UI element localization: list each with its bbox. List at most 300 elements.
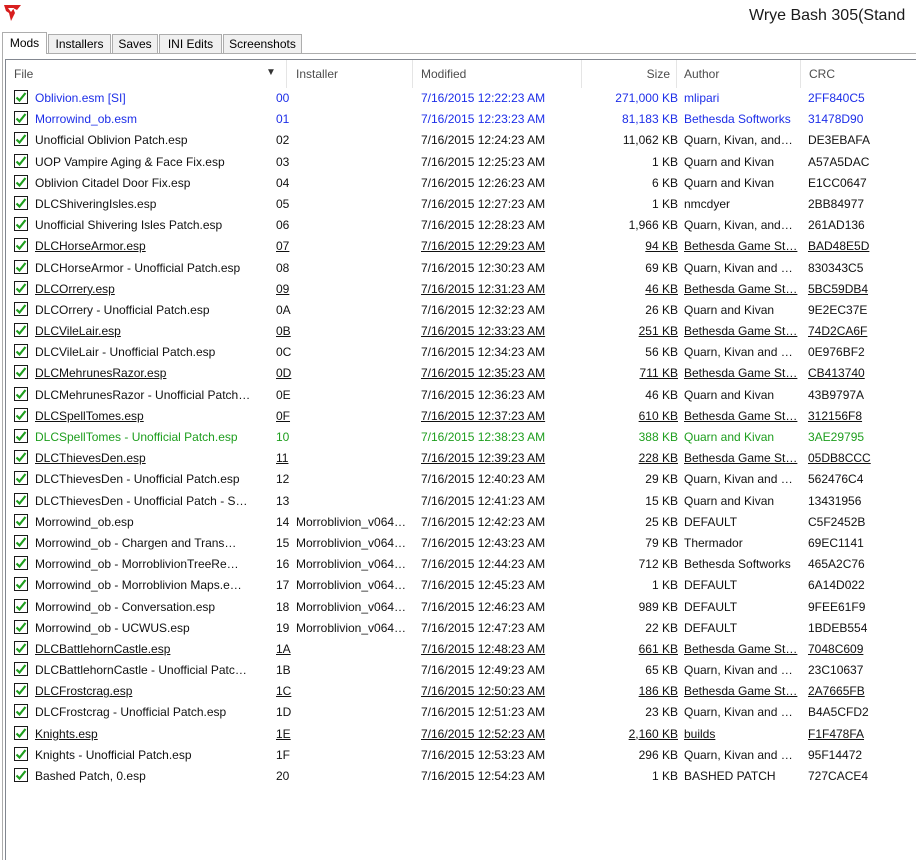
- load-order-index: 15: [276, 535, 290, 550]
- file-size: 25 KB: [645, 514, 678, 529]
- mod-file-name: Oblivion.esm [SI]: [35, 91, 126, 105]
- modified-date: 7/16/2015 12:30:23 AM: [421, 260, 546, 275]
- file-size: 79 KB: [645, 535, 678, 550]
- load-order-index: 0A: [276, 302, 291, 317]
- window-title: Wrye Bash 305(Stand: [749, 7, 906, 24]
- tab-screenshots[interactable]: Screenshots: [223, 34, 302, 53]
- file-size: 296 KB: [638, 747, 678, 762]
- table-row[interactable]: [6, 745, 916, 766]
- column-header-author[interactable]: Author: [677, 60, 801, 88]
- crc-value: C5F2452B: [808, 514, 866, 529]
- file-size: 6 KB: [651, 175, 678, 190]
- installer-name: [296, 236, 421, 257]
- checked-checkbox-icon[interactable]: [14, 726, 28, 740]
- table-row[interactable]: [6, 766, 916, 787]
- file-size: 65 KB: [645, 663, 678, 678]
- modified-date: 7/16/2015 12:54:23 AM: [421, 769, 546, 783]
- modified-date: 7/16/2015 12:43:23 AM: [421, 535, 546, 550]
- modified-date: 7/16/2015 12:45:23 AM: [421, 578, 546, 593]
- table-row[interactable]: [6, 448, 916, 469]
- load-order-index: 1B: [276, 663, 291, 678]
- checked-checkbox-icon[interactable]: [14, 323, 28, 337]
- author-name: Quarn, Kivan and …: [684, 472, 793, 487]
- table-row[interactable]: [6, 109, 916, 130]
- checked-checkbox-icon[interactable]: [14, 704, 28, 718]
- file-size: 1 KB: [651, 154, 678, 169]
- mod-file-name: Oblivion Citadel Door Fix.esp: [35, 175, 191, 190]
- mod-file-name: DLCVileLair.esp: [35, 324, 121, 339]
- table-row[interactable]: [6, 554, 916, 575]
- file-size: 271,000 KB: [615, 91, 678, 105]
- installer-name: [296, 660, 421, 681]
- file-size: 712 KB: [638, 557, 678, 572]
- author-name: Bethesda Game St…: [684, 451, 798, 466]
- checked-checkbox-icon[interactable]: [14, 408, 28, 422]
- file-size: 29 KB: [645, 472, 678, 487]
- author-name: Quarn and Kivan: [684, 175, 775, 190]
- installer-name: [296, 194, 421, 215]
- author-name: Quarn, Kivan and …: [684, 705, 793, 720]
- installer-name: Morroblivion_v064…: [296, 599, 407, 614]
- checked-checkbox-icon[interactable]: [14, 260, 28, 274]
- checked-checkbox-icon[interactable]: [14, 683, 28, 697]
- modified-date: 7/16/2015 12:51:23 AM: [421, 705, 546, 720]
- mod-file-name: Unofficial Shivering Isles Patch.esp: [35, 218, 223, 233]
- crc-value: 312156F8: [808, 408, 863, 423]
- file-size: 15 KB: [645, 493, 678, 508]
- mod-file-name: DLCVileLair - Unofficial Patch.esp: [35, 345, 216, 360]
- modified-date: 7/16/2015 12:26:23 AM: [421, 175, 546, 190]
- modified-date: 7/16/2015 12:34:23 AM: [421, 345, 546, 360]
- file-size: 228 KB: [638, 451, 678, 466]
- checked-checkbox-icon[interactable]: [14, 471, 28, 485]
- installer-name: [296, 363, 421, 384]
- installer-name: [296, 279, 421, 300]
- author-name: Bethesda Game St…: [684, 324, 798, 339]
- load-order-index: 1F: [276, 747, 291, 762]
- load-order-index: 0B: [276, 324, 291, 339]
- checked-checkbox-icon[interactable]: [14, 344, 28, 358]
- checked-checkbox-icon[interactable]: [14, 514, 28, 528]
- table-row[interactable]: [6, 152, 916, 173]
- table-row[interactable]: [6, 681, 916, 702]
- tab-strip: [0, 32, 916, 54]
- load-order-index: 20: [276, 769, 290, 783]
- table-row[interactable]: [6, 660, 916, 681]
- checked-checkbox-icon[interactable]: [14, 577, 28, 591]
- installer-name: [296, 152, 421, 173]
- crc-value: CB413740: [808, 366, 865, 381]
- author-name: DEFAULT: [684, 578, 738, 593]
- table-row[interactable]: [6, 215, 916, 236]
- mod-file-name: DLCHorseArmor - Unofficial Patch.esp: [35, 260, 241, 275]
- mod-file-name: DLCMehrunesRazor.esp: [35, 366, 167, 381]
- installer-name: [296, 702, 421, 723]
- mod-file-name: DLCMehrunesRazor - Unofficial Patch…: [35, 387, 251, 402]
- mod-file-name: DLCThievesDen.esp: [35, 451, 146, 466]
- crc-value: 830343C5: [808, 260, 864, 275]
- author-name: DEFAULT: [684, 620, 738, 635]
- checked-checkbox-icon[interactable]: [14, 196, 28, 210]
- mods-list[interactable]: [5, 59, 916, 860]
- installer-name: [296, 766, 421, 787]
- load-order-index: 0C: [276, 345, 292, 360]
- author-name: Quarn and Kivan: [684, 387, 775, 402]
- mod-file-name: DLCSpellTomes.esp: [35, 408, 144, 423]
- tab-saves[interactable]: Saves: [112, 34, 158, 53]
- modified-date: 7/16/2015 12:52:23 AM: [421, 726, 546, 741]
- checked-checkbox-icon[interactable]: [14, 641, 28, 655]
- load-order-index: 19: [276, 620, 290, 635]
- file-size: 1 KB: [651, 578, 678, 593]
- mod-file-name: DLCFrostcrag.esp: [35, 684, 133, 699]
- modified-date: 7/16/2015 12:32:23 AM: [421, 302, 546, 317]
- file-size: 56 KB: [645, 345, 678, 360]
- checked-checkbox-icon[interactable]: [14, 556, 28, 570]
- author-name: DEFAULT: [684, 514, 738, 529]
- installer-name: [296, 639, 421, 660]
- author-name: Quarn, Kivan and …: [684, 747, 793, 762]
- crc-value: 2FF840C5: [808, 91, 865, 105]
- modified-date: 7/16/2015 12:41:23 AM: [421, 493, 546, 508]
- installer-name: [296, 427, 421, 448]
- modified-date: 7/16/2015 12:49:23 AM: [421, 663, 546, 678]
- table-row[interactable]: [6, 342, 916, 363]
- crc-value: 2BB84977: [808, 196, 865, 211]
- crc-value: 9FEE61F9: [808, 599, 866, 614]
- author-name: Bethesda Game St…: [684, 684, 798, 699]
- file-size: 22 KB: [645, 620, 678, 635]
- load-order-index: 1D: [276, 705, 292, 720]
- file-size: 69 KB: [645, 260, 678, 275]
- author-name: Bethesda Game St…: [684, 281, 798, 296]
- table-row[interactable]: [6, 533, 916, 554]
- table-row[interactable]: [6, 363, 916, 384]
- table-row[interactable]: [6, 491, 916, 512]
- crc-value: F1F478FA: [808, 726, 865, 741]
- installer-name: [296, 130, 421, 151]
- mod-file-name: DLCHorseArmor.esp: [35, 239, 146, 254]
- author-name: nmcdyer: [684, 196, 731, 211]
- crc-value: 562476C4: [808, 472, 864, 487]
- author-name: Quarn, Kivan and …: [684, 345, 793, 360]
- crc-value: 1BDEB554: [808, 620, 868, 635]
- mod-file-name: Morrowind_ob - MorroblivionTreeRe…: [35, 557, 239, 572]
- load-order-index: 05: [276, 196, 290, 211]
- modified-date: 7/16/2015 12:35:23 AM: [421, 366, 546, 381]
- mod-file-name: Morrowind_ob - Morroblivion Maps.e…: [35, 578, 242, 593]
- checked-checkbox-icon[interactable]: [14, 281, 28, 295]
- load-order-index: 0F: [276, 408, 291, 423]
- crc-value: 43B9797A: [808, 387, 865, 402]
- crc-value: 31478D90: [808, 112, 864, 127]
- installer-name: [296, 745, 421, 766]
- crc-value: E1CC0647: [808, 175, 867, 190]
- installer-name: [296, 342, 421, 363]
- mod-file-name: DLCBattlehornCastle.esp: [35, 641, 171, 656]
- table-row[interactable]: [6, 173, 916, 194]
- file-size: 2,160 KB: [628, 726, 678, 741]
- crc-value: 95F14472: [808, 747, 863, 762]
- crc-value: 9E2EC37E: [808, 302, 868, 317]
- checked-checkbox-icon[interactable]: [14, 535, 28, 549]
- mod-file-name: DLCThievesDen - Unofficial Patch.esp: [35, 472, 240, 487]
- table-row[interactable]: [6, 279, 916, 300]
- table-row[interactable]: [6, 639, 916, 660]
- file-size: 989 KB: [638, 599, 678, 614]
- modified-date: 7/16/2015 12:22:23 AM: [421, 91, 546, 105]
- checked-checkbox-icon[interactable]: [14, 429, 28, 443]
- load-order-index: 03: [276, 154, 290, 169]
- mod-file-name: DLCFrostcrag - Unofficial Patch.esp: [35, 705, 227, 720]
- installer-name: [296, 469, 421, 490]
- author-name: Bethesda Game St…: [684, 366, 798, 381]
- mod-file-name: DLCShiveringIsles.esp: [35, 196, 157, 211]
- modified-date: 7/16/2015 12:53:23 AM: [421, 747, 546, 762]
- modified-date: 7/16/2015 12:37:23 AM: [421, 408, 546, 423]
- title-bar: [0, 0, 916, 32]
- crc-value: 5BC59DB4: [808, 281, 869, 296]
- file-size: 610 KB: [638, 408, 678, 423]
- author-name: Bethesda Softworks: [684, 112, 791, 127]
- checked-checkbox-icon[interactable]: [14, 302, 28, 316]
- file-size: 11,062 KB: [622, 133, 678, 148]
- checked-checkbox-icon[interactable]: [14, 365, 28, 379]
- modified-date: 7/16/2015 12:39:23 AM: [421, 451, 546, 466]
- crc-value: 6A14D022: [808, 578, 865, 593]
- modified-date: 7/16/2015 12:25:23 AM: [421, 154, 546, 169]
- tab-mods[interactable]: Mods: [2, 32, 47, 54]
- table-row[interactable]: [6, 406, 916, 427]
- checked-checkbox-icon[interactable]: [14, 387, 28, 401]
- crc-value: 2A7665FB: [808, 684, 865, 699]
- modified-date: 7/16/2015 12:47:23 AM: [421, 620, 546, 635]
- author-name: Quarn, Kivan and …: [684, 260, 793, 275]
- mod-file-name: Morrowind_ob - UCWUS.esp: [35, 620, 190, 635]
- file-size: 661 KB: [638, 641, 678, 656]
- checked-checkbox-icon[interactable]: [14, 175, 28, 189]
- file-size: 186 KB: [638, 684, 678, 699]
- file-size: 388 KB: [638, 430, 678, 444]
- crc-value: 74D2CA6F: [808, 324, 868, 339]
- table-row[interactable]: [6, 88, 916, 109]
- table-row[interactable]: [6, 385, 916, 406]
- file-size: 46 KB: [645, 387, 678, 402]
- checked-checkbox-icon[interactable]: [14, 599, 28, 613]
- crc-value: 7048C609: [808, 641, 864, 656]
- mod-file-name: Morrowind_ob - Conversation.esp: [35, 599, 216, 614]
- crc-value: 3AE29795: [808, 430, 865, 444]
- checked-checkbox-icon[interactable]: [14, 620, 28, 634]
- author-name: Quarn and Kivan: [684, 302, 775, 317]
- load-order-index: 17: [276, 578, 290, 593]
- checked-checkbox-icon[interactable]: [14, 662, 28, 676]
- load-order-index: 09: [276, 281, 290, 296]
- author-name: Quarn, Kivan and …: [684, 663, 793, 678]
- column-header-size[interactable]: Size: [582, 60, 677, 88]
- sort-descending-icon[interactable]: ▼: [266, 67, 276, 78]
- table-row[interactable]: [6, 575, 916, 596]
- table-row[interactable]: [6, 427, 916, 448]
- checked-checkbox-icon[interactable]: [14, 217, 28, 231]
- list-header: [6, 60, 916, 88]
- modified-date: 7/16/2015 12:33:23 AM: [421, 324, 546, 339]
- mod-file-name: Knights - Unofficial Patch.esp: [35, 747, 192, 762]
- crc-value: 13431956: [808, 493, 862, 508]
- column-header-file[interactable]: [6, 60, 287, 88]
- installer-name: [296, 724, 421, 745]
- load-order-index: 04: [276, 175, 290, 190]
- modified-date: 7/16/2015 12:28:23 AM: [421, 218, 546, 233]
- file-size: 1 KB: [651, 196, 678, 211]
- checked-checkbox-icon[interactable]: [14, 111, 28, 125]
- tab-installers[interactable]: Installers: [48, 34, 111, 53]
- crc-value: 0E976BF2: [808, 345, 865, 360]
- checked-checkbox-icon[interactable]: [14, 450, 28, 464]
- modified-date: 7/16/2015 12:36:23 AM: [421, 387, 546, 402]
- installer-name: [296, 300, 421, 321]
- installer-name: [296, 385, 421, 406]
- load-order-index: 14: [276, 514, 290, 529]
- table-row[interactable]: [6, 702, 916, 723]
- file-size: 94 KB: [645, 239, 678, 254]
- table-row[interactable]: [6, 469, 916, 490]
- load-order-index: 0D: [276, 366, 292, 381]
- load-order-index: 1E: [276, 726, 291, 741]
- installer-name: [296, 258, 421, 279]
- file-size: 46 KB: [645, 281, 678, 296]
- table-row[interactable]: [6, 512, 916, 533]
- checked-checkbox-icon[interactable]: [14, 747, 28, 761]
- table-row[interactable]: [6, 321, 916, 342]
- modified-date: 7/16/2015 12:27:23 AM: [421, 196, 546, 211]
- mod-file-name: DLCThievesDen - Unofficial Patch - S…: [35, 493, 248, 508]
- author-name: builds: [684, 726, 716, 741]
- file-size: 23 KB: [645, 705, 678, 720]
- load-order-index: 06: [276, 218, 290, 233]
- installer-name: [296, 681, 421, 702]
- crc-value: DE3EBAFA: [808, 133, 871, 148]
- crc-value: 05DB8CCC: [808, 451, 871, 466]
- installer-name: Morroblivion_v064…: [296, 557, 407, 572]
- installer-name: Morroblivion_v064…: [296, 535, 407, 550]
- mod-file-name: DLCBattlehornCastle - Unofficial Patc…: [35, 663, 247, 678]
- crc-value: 465A2C76: [808, 557, 865, 572]
- load-order-index: 01: [276, 112, 290, 127]
- crc-value: B4A5CFD2: [808, 705, 869, 720]
- checked-checkbox-icon[interactable]: [14, 493, 28, 507]
- table-row[interactable]: [6, 300, 916, 321]
- column-header-file-label: File: [14, 67, 34, 81]
- file-size: 1 KB: [651, 769, 678, 783]
- checked-checkbox-icon[interactable]: [14, 154, 28, 168]
- table-row[interactable]: [6, 618, 916, 639]
- checked-checkbox-icon[interactable]: [14, 132, 28, 146]
- table-row[interactable]: [6, 724, 916, 745]
- author-name: Bethesda Game St…: [684, 239, 798, 254]
- crc-value: 23C10637: [808, 663, 864, 678]
- crc-value: A57A5DAC: [808, 154, 870, 169]
- author-name: Thermador: [684, 535, 743, 550]
- table-row[interactable]: [6, 194, 916, 215]
- column-header-crc[interactable]: CRC: [809, 67, 835, 81]
- author-name: Bethesda Softworks: [684, 557, 791, 572]
- installer-name: Morroblivion_v064…: [296, 514, 407, 529]
- author-name: Quarn, Kivan, and…: [684, 218, 793, 233]
- file-size: 26 KB: [645, 302, 678, 317]
- tab-ini-edits[interactable]: INI Edits: [159, 34, 222, 53]
- checked-checkbox-icon[interactable]: [14, 768, 28, 782]
- list-rows: [6, 88, 916, 787]
- mod-file-name: Morrowind_ob.esm: [35, 112, 138, 127]
- modified-date: 7/16/2015 12:42:23 AM: [421, 514, 546, 529]
- wrye-bash-logo-icon[interactable]: [3, 3, 23, 23]
- load-order-index: 11: [276, 451, 289, 466]
- file-size: 1,966 KB: [628, 218, 678, 233]
- table-row[interactable]: [6, 597, 916, 618]
- load-order-index: 16: [276, 557, 290, 572]
- author-name: Bethesda Game St…: [684, 641, 798, 656]
- load-order-index: 08: [276, 260, 290, 275]
- mod-file-name: Knights.esp: [35, 726, 98, 741]
- checked-checkbox-icon[interactable]: [14, 238, 28, 252]
- load-order-index: 13: [276, 493, 290, 508]
- installer-name: [296, 321, 421, 342]
- mod-file-name: Morrowind_ob - Chargen and Trans…: [35, 535, 237, 550]
- file-size: 81,183 KB: [621, 112, 678, 127]
- load-order-index: 10: [276, 430, 290, 444]
- author-name: Quarn, Kivan, and…: [684, 133, 793, 148]
- author-name: BASHED PATCH: [684, 769, 776, 783]
- modified-date: 7/16/2015 12:44:23 AM: [421, 557, 546, 572]
- modified-date: 7/16/2015 12:31:23 AM: [421, 281, 546, 296]
- author-name: Bethesda Game St…: [684, 408, 798, 423]
- modified-date: 7/16/2015 12:24:23 AM: [421, 133, 546, 148]
- crc-value: BAD48E5D: [808, 239, 870, 254]
- load-order-index: 02: [276, 133, 290, 148]
- checked-checkbox-icon[interactable]: [14, 90, 28, 104]
- author-name: Quarn and Kivan: [684, 154, 775, 169]
- load-order-index: 07: [276, 239, 290, 254]
- installer-name: [296, 88, 421, 109]
- mod-file-name: Morrowind_ob.esp: [35, 514, 134, 529]
- load-order-index: 00: [276, 91, 290, 105]
- mod-file-name: DLCOrrery - Unofficial Patch.esp: [35, 302, 210, 317]
- mod-file-name: Unofficial Oblivion Patch.esp: [35, 133, 188, 148]
- table-row[interactable]: [6, 236, 916, 257]
- column-header-installer[interactable]: Installer: [287, 60, 413, 88]
- installer-name: [296, 406, 421, 427]
- table-row[interactable]: [6, 258, 916, 279]
- author-name: Quarn and Kivan: [684, 430, 775, 444]
- installer-name: [296, 173, 421, 194]
- file-size: 711 KB: [639, 366, 678, 381]
- column-header-modified[interactable]: Modified: [413, 60, 582, 88]
- load-order-index: 0E: [276, 387, 291, 402]
- installer-name: [296, 215, 421, 236]
- modified-date: 7/16/2015 12:29:23 AM: [421, 239, 546, 254]
- author-name: DEFAULT: [684, 599, 738, 614]
- mod-file-name: DLCSpellTomes - Unofficial Patch.esp: [35, 430, 238, 444]
- author-name: Quarn and Kivan: [684, 493, 775, 508]
- crc-value: 261AD136: [808, 218, 865, 233]
- load-order-index: 18: [276, 599, 290, 614]
- modified-date: 7/16/2015 12:46:23 AM: [421, 599, 546, 614]
- modified-date: 7/16/2015 12:40:23 AM: [421, 472, 546, 487]
- table-row[interactable]: [6, 130, 916, 151]
- modified-date: 7/16/2015 12:23:23 AM: [421, 112, 546, 127]
- modified-date: 7/16/2015 12:48:23 AM: [421, 641, 546, 656]
